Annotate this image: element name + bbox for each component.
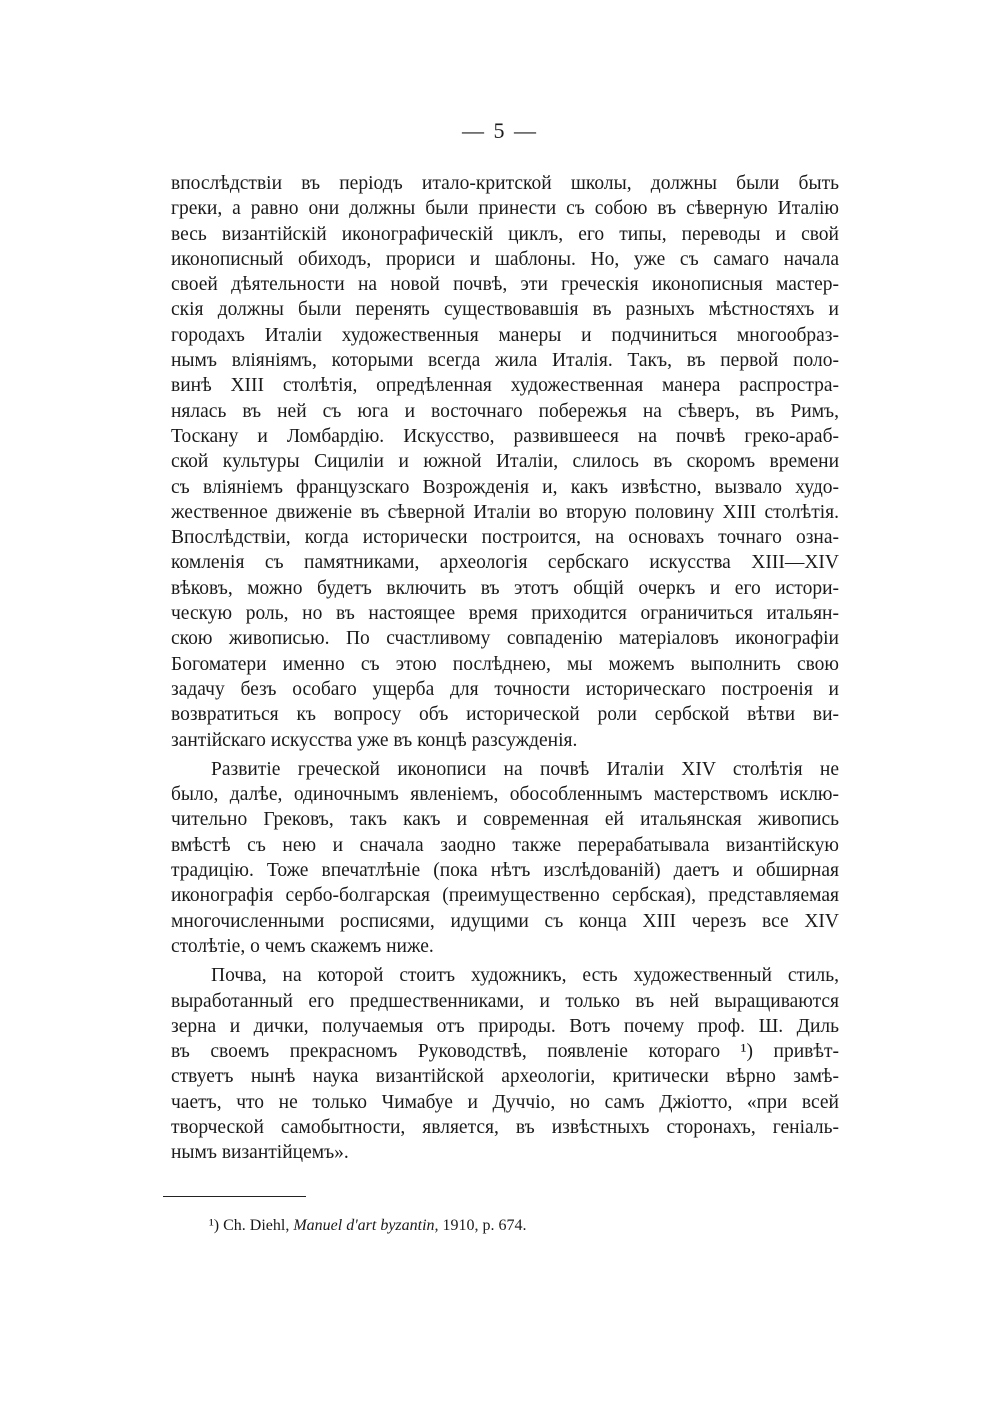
text-line: Почва, на которой стоитъ художникъ, есть художественный стиль, bbox=[211, 965, 839, 987]
text-line: вмѣстѣ съ нею и сначала заодно также перерабатывала византійскую bbox=[171, 834, 839, 856]
text-line: нымъ византійцемъ». bbox=[171, 1142, 349, 1164]
text-line: было, далѣе, одиночнымъ явленіемъ, обособленнымъ мастерствомъ исклю- bbox=[171, 784, 839, 806]
text-line: зантійскаго искусства уже въ концѣ разсужденія. bbox=[171, 729, 578, 751]
text-line: чительно Грековъ, такъ какъ и современная ей итальянская живопись bbox=[171, 809, 839, 831]
body-text bbox=[171, 171, 839, 1166]
text-line: творческой самобытности, является, въ извѣстныхъ сторонахъ, геніаль- bbox=[171, 1116, 839, 1138]
paragraph-3 bbox=[171, 963, 839, 1165]
text-line: жественное движеніе въ сѣверной Италіи во вторую половину XIII столѣтія. bbox=[171, 501, 839, 523]
text-line: Богоматери именно съ этою послѣднею, мы можемъ выполнить свою bbox=[171, 653, 839, 675]
footnote-author: Ch. Diehl, bbox=[223, 1217, 290, 1234]
text-line: вѣковъ, можно будетъ включить въ этотъ общій очеркъ и его истори- bbox=[171, 577, 839, 599]
text-line: въ своемъ прекрасномъ Руководствѣ, появленіе котораго ¹) привѣт- bbox=[171, 1041, 839, 1063]
text-line: многочисленными росписями, идущими съ конца XIII черезъ все XIV bbox=[171, 910, 839, 932]
text-line: столѣтіе, о чемъ скажемъ ниже. bbox=[171, 935, 434, 957]
text-line: нялась въ ней съ юга и восточнаго побережья на сѣверъ, въ Римъ, bbox=[171, 400, 839, 422]
text-line: ствуетъ нынѣ наука византійской археологіи, критически вѣрно замѣ- bbox=[171, 1066, 839, 1088]
footnote-title: Manuel d'art byzantin, bbox=[293, 1217, 439, 1234]
text-line: скія должны были перенять существовавшія въ разныхъ мѣстностяхъ и bbox=[171, 299, 839, 321]
text-line: чаетъ, что не только Чимабуе и Дуччіо, но самъ Джіотто, «при всей bbox=[171, 1091, 839, 1113]
footnote-divider bbox=[163, 1196, 306, 1197]
text-line: задачу безъ особаго ущерба для точности историческаго построенія и bbox=[171, 678, 839, 700]
text-line: скою живописью. По счастливому совпаденію матеріаловъ иконографіи bbox=[171, 628, 839, 650]
text-line: съ вліяніемъ французскаго Возрожденія и, какъ извѣстно, вызвало худо- bbox=[171, 476, 839, 498]
text-line: Впослѣдствіи, когда исторически построится, на основахъ точнаго озна- bbox=[171, 527, 839, 549]
text-line: винѣ XIII столѣтія, опредѣленная художественная манера распростра- bbox=[171, 375, 839, 397]
page-number: — 5 — bbox=[462, 118, 538, 143]
footnote bbox=[209, 1217, 527, 1235]
text-line: выработанный его предшественниками, и только въ ней выращиваются bbox=[171, 990, 839, 1012]
footnote-marker: ¹) bbox=[209, 1217, 220, 1234]
text-line: впослѣдствіи въ періодъ итало-критской школы, должны были быть bbox=[171, 173, 839, 194]
paragraph-1 bbox=[171, 171, 839, 753]
text-line: зерна и дички, получаемыя отъ природы. Вотъ почему проф. Ш. Диль bbox=[171, 1015, 839, 1037]
text-line: весь византійскій иконографическій циклъ, его типы, переводы и свой bbox=[171, 223, 839, 245]
text-line: нымъ вліяніямъ, которыми всегда жила Италія. Такъ, въ первой поло- bbox=[171, 350, 839, 372]
paragraph-2 bbox=[171, 757, 839, 959]
footnote-citation: 1910, p. 674. bbox=[442, 1217, 527, 1234]
text-line: иконописный обиходъ, прориси и шаблоны. Но, уже съ самаго начала bbox=[171, 248, 839, 270]
text-line: городахъ Италіи художественныя манеры и подчиниться многообраз- bbox=[171, 324, 839, 346]
text-line: Тоскану и Ломбардію. Искусство, развившееся на почвѣ греко-араб- bbox=[171, 425, 839, 447]
text-line: возвратиться къ вопросу объ исторической роли сербской вѣтви ви- bbox=[171, 704, 839, 726]
text-line: своей дѣятельности на новой почвѣ, эти греческія иконописныя мастер- bbox=[171, 274, 839, 296]
text-line: комленія съ памятниками, археологія сербскаго искусства XIII—XIV bbox=[171, 552, 839, 574]
text-line: иконографія сербо-болгарская (преимущественно сербская), представляемая bbox=[171, 885, 839, 907]
text-line: ской культуры Сициліи и южной Италіи, слилось въ скоромъ времени bbox=[171, 451, 839, 473]
text-line: греки, а равно они должны были принести съ собою въ сѣверную Италію bbox=[171, 198, 839, 220]
text-line: традицію. Тоже впечатлѣніе (пока нѣтъ изслѣдованій) даетъ и обширная bbox=[171, 860, 839, 882]
text-line: ческую роль, но въ настоящее время приходится ограничиться итальян- bbox=[171, 603, 839, 625]
text-line: Развитіе греческой иконописи на почвѣ Италіи XIV столѣтія не bbox=[211, 758, 839, 780]
